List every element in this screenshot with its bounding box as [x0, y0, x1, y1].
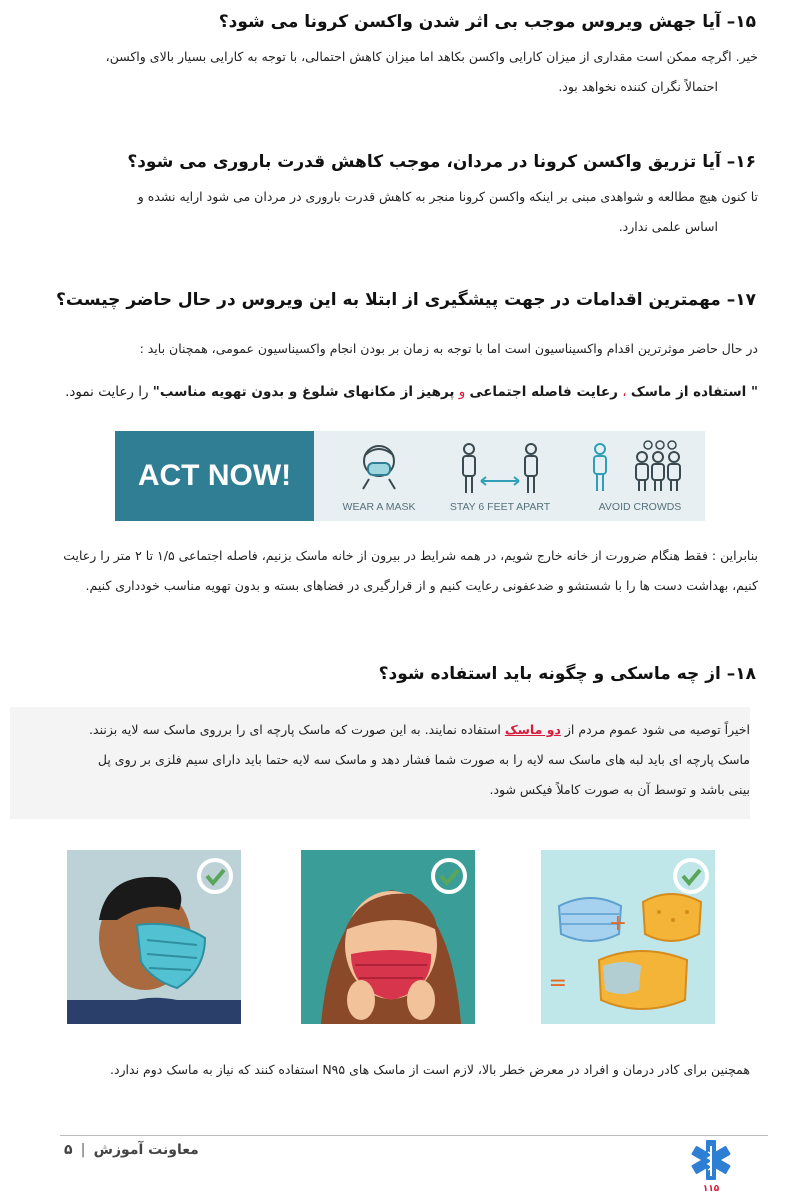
double-mask-diagram-image: [541, 850, 715, 1024]
n95-note: همچنین برای کادر درمان و افراد در معرض خطر بالا، لازم است از ماسک های N۹۵ استفاده کنند که نیاز به ماسک دوم ندارد.: [109, 1062, 750, 1077]
question-17-intro: در حال حاضر موثرترین اقدام واکسیناسیون است اما با توجه به زمان بر بودن انجام واکسیناسیون عمومی، همچنان باید :: [139, 341, 758, 356]
crowd-icon: [590, 439, 690, 493]
logo-number: ۱۱۵: [702, 1184, 720, 1194]
avoid-crowds-item: [580, 431, 700, 521]
question-16-answer: [18, 182, 758, 242]
answer-line: احتمالاً نگران کننده نخواهد بود.: [558, 79, 718, 94]
footer-text: [64, 1142, 199, 1158]
footer-department: معاونت آموزش: [93, 1142, 199, 1158]
answer-line: تا کنون هیچ مطالعه و شواهدی مبنی بر اینکه واکسن کرونا منجر به کاهش قدرت باروری در مردان می شود ارایه نشده و: [137, 189, 758, 204]
wear-mask-caption: WEAR A MASK: [342, 501, 416, 513]
question-18-title: ۱۸– از چه ماسکی و چگونه باید استفاده شود؟: [378, 664, 756, 684]
advice-separator: ،: [622, 384, 627, 400]
woman-adjusting-mask-image: [301, 850, 475, 1024]
avoid-crowds-caption: AVOID CROWDS: [598, 501, 682, 513]
emergency-115-logo: [684, 1138, 738, 1198]
answer-line: ماسک پارچه ای باید لبه های ماسک سه لایه را به صورت شما فشار دهد و ماسک سه لایه حتما باید دارای سیم فلزی بر روی پل: [97, 752, 750, 767]
answer-line: اساس علمی ندارد.: [618, 219, 718, 234]
answer-line: بینی باشد و توسط آن به صورت کاملاً فیکس شود.: [489, 782, 750, 797]
wear-mask-item: [329, 431, 429, 521]
question-16-title: ۱۶– آیا تزریق واکسن کرونا در مردان، موجب کاهش قدرت باروری می شود؟: [127, 152, 756, 172]
footer-page-number: ۵: [64, 1142, 73, 1158]
prevention-summary: [18, 541, 758, 601]
advice-distance: رعایت فاصله اجتماعی: [469, 384, 618, 400]
act-now-banner: [115, 431, 705, 521]
answer-line: [14, 715, 750, 745]
footer-separator: |: [80, 1142, 86, 1158]
answer-text: اخیراً توصیه می شود عموم مردم از: [564, 722, 750, 737]
advice-mask: " استفاده از ماسک: [630, 384, 758, 400]
question-18-answer: [14, 715, 750, 805]
question-17-title: ۱۷– مهمترین اقدامات در جهت پیشگیری از ابتلا به این ویروس در حال حاضر چیست؟: [56, 290, 756, 310]
double-mask-highlight: دو ماسک: [504, 722, 561, 737]
advice-tail: را رعایت نمود.: [65, 384, 149, 400]
star-of-life-icon: [688, 1138, 734, 1182]
prevention-advice: [20, 384, 758, 400]
act-now-label: ACT NOW!: [115, 431, 314, 521]
stay-apart-caption: STAY 6 FEET APART: [449, 501, 551, 513]
question-15-answer: [18, 42, 758, 102]
summary-line: بنابراین : فقط هنگام ضرورت از خانه خارج شویم، در همه شرایط در بیرون از خانه ماسک بزنیم، فاصله اجتماعی ۱/۵ تا ۲ متر را رعایت: [63, 548, 758, 563]
mask-face-icon: [357, 441, 401, 491]
answer-line: خیر. اگرچه ممکن است مقداری از میزان کارایی واکسن بکاهد اما میزان کاهش احتمالی، با توجه به کارایی بسیار بالای واکسن،: [105, 49, 758, 64]
distance-people-icon: [455, 441, 545, 495]
answer-text: استفاده نمایند. به این صورت که ماسک پارچه ای را برروی ماسک سه لایه بزنند.: [89, 722, 501, 737]
footer-divider: [60, 1135, 768, 1136]
question-15-title: ۱۵– آیا جهش ویروس موجب بی اثر شدن واکسن کرونا می شود؟: [218, 12, 756, 32]
advice-separator: و: [458, 384, 466, 400]
man-wearing-mask-image: [67, 850, 241, 1024]
stay-apart-item: [440, 431, 560, 521]
svg-text:=: =: [548, 971, 567, 996]
summary-line: کنیم، بهداشت دست ها را با شستشو و ضدعفونی رعایت کنیم و از قرارگیری در فضاهای بسته و بدون تهویه مناسب خودداری کنیم.: [85, 578, 758, 593]
svg-text:+: +: [608, 911, 627, 936]
advice-crowds: پرهیز از مکانهای شلوغ و بدون تهویه مناسب": [152, 384, 455, 400]
